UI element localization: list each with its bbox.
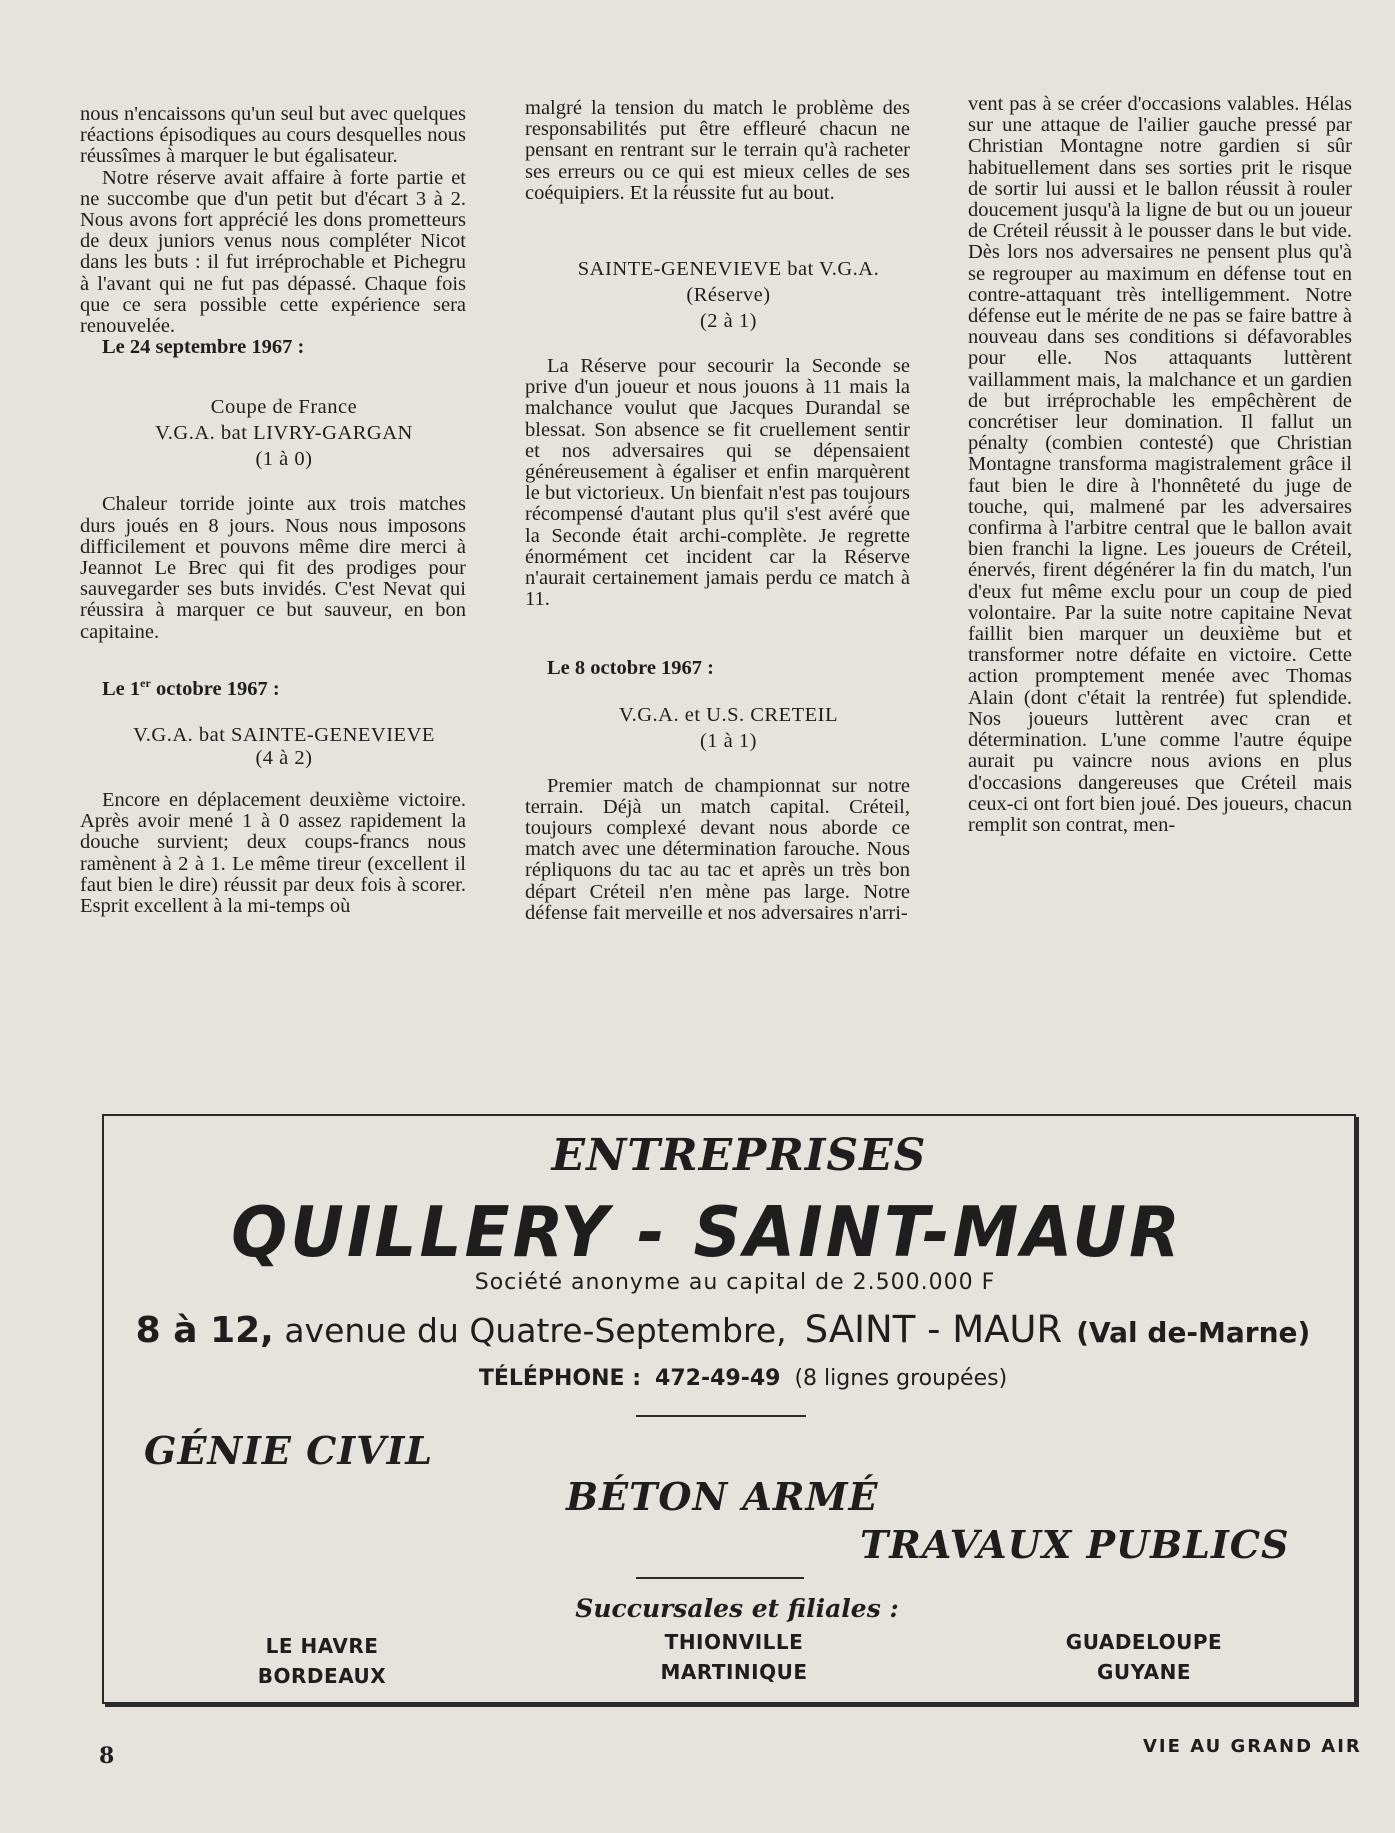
ad-service: GÉNIE CIVIL [144,1428,434,1473]
ad-branch-list: GUADELOUPE GUYANE [1065,1630,1223,1684]
paragraph: nous n'encaissons qu'un seul but avec quelques réactions épisodiques au cours desquelles nous réussîmes à marquer le but égalisateur. [80,103,466,168]
advertisement-box [102,1114,1356,1704]
paragraph: Encore en déplacement deuxième victoire. Après avoir mené 1 à 0 assez rapidement la douche survient; deux coups-francs nous ramènent à 2 à 1. Le même tireur (excellent il faut bien le dire) réussit par deux fois à scorer. Esprit excellent à la mi-temps où [80,789,466,918]
match-score: (1 à 0) [255,448,313,471]
match-heading: (Réserve) [686,284,771,307]
article-column-2 [525,98,910,924]
divider [636,1577,804,1579]
match-heading: V.G.A. bat SAINTE-GENEVIEVE [133,724,435,747]
magazine-name: VIE AU GRAND AIR [1143,1736,1362,1757]
ad-service: TRAVAUX PUBLICS [860,1522,1290,1567]
match-heading: V.G.A. bat LIVRY-GARGAN [155,422,413,445]
section-date: Le 1er octobre 1967 : [102,675,280,700]
paragraph: Premier match de championnat sur notre terrain. Déjà un match capital. Créteil, toujours complexé devant nous aborde ce match avec une détermination farouche. Nous répliquons du tac au tac et après un très bon départ Créteil n'en mène pas large. Notre défense fait merveille et nos adversaires n'arri- [525,774,910,924]
section-date: Le 24 septembre 1967 : [102,336,305,359]
match-heading: V.G.A. et U.S. CRETEIL [618,703,839,726]
paragraph: malgré la tension du match le problème des responsabilités put être effleuré chacun ne pensant en rentrant sur le terrain qu'à racheter ses erreurs ou ce qui est mieux celles de ses coéquipiers. Et la réussite fut au bout. [525,97,910,204]
paragraph: La Réserve pour secourir la Seconde se prive d'un joueur et nous jouons à 11 mais la malchance voulut que Jacques Durandal se blessat. Son absence se fit cruellement sentir et nos adversaires qui se dépensaient généreusement à égaliser et enfin marquèrent le but victorieux. Un bienfait n'est pas toujours récompensé d'autant plus qu'il s'est avéré que la Seconde était archi-complète. Je regrette énormément cet incident car la Réserve n'aurait certainement jamais perdu ce match à 11. [525,355,910,611]
article-column-3 [968,94,1352,836]
section-date: Le 8 octobre 1967 : [547,657,715,680]
paragraph: vent pas à se créer d'occasions valables. Hélas sur une attaque de l'ailier gauche pressé par Christian Montagne notre gardien si sûr habituellement dans ses sorties prit le risque de sortir lui aussi et le ballon réussit à rouler doucement jusqu'à la ligne de but ou un joueur de Créteil réussit à le pousser dans le but vide. Dès lors nos adversaires ne pensent plus qu'à se regrouper au maximum en défense tout en contre-attaquant très intelligemment. Notre défense eut le mérite de ne pas se faire battre à nouveau dans ses conditions si défavorables pour elle. Nos attaquants luttèrent vaillamment mais, la malchance et un gardien de but irréprochable les empêchèrent de concrétiser leur domination. Il fallut un pénalty (combien contesté) que Christian Montagne transforma magistralement grâce il faut bien le dire à l'honnêteté du juge de touche, qui, malmené par les adversaires confirma à l'arbitre central que le ballon avait bien franchi la ligne. Les joueurs de Créteil, énervés, firent dégénérer la fin du match, l'un d'eux fut même exclu pour un coup de pied volontaire. Par la suite notre capitaine Nevat faillit bien marquer un deuxième but et transformer notre défaite en victoire. Cette action promptement menée avec Thomas Alain (dont c'était la rentrée) fut splendide. Nos joueurs luttèrent avec cran et détermination. L'une comme l'autre équipe aurait pu vaincre nous avions en plus d'occasions dangereuses que Créteil mais ceux-ci ont fort bien joué. Des joueurs, chacun remplit son contrat, men- [968,93,1352,836]
paragraph: Notre réserve avait affaire à forte partie et ne succombe que d'un petit but d'écart 3 à 2. Nous avons fort apprécié les dons prometteurs de deux juniors venus nous compléter Nicot dans les buts : il fut irréprochable et Pichegru à l'avant qui ne fut pas dépassé. Chaque fois que ce sera possible cette expérience sera renouvelée. [80,166,466,338]
ad-title: ENTREPRISES [551,1130,927,1181]
page-number: 8 [99,1743,115,1769]
ad-capital: Société anonyme au capital de 2.500.000 F [474,1270,996,1295]
ad-phone: TÉLÉPHONE : 472-49-49 (8 lignes groupées) [478,1366,1008,1391]
ad-service: BÉTON ARMÉ [566,1474,879,1519]
ad-branches-heading: Succursales et filiales : [575,1594,899,1623]
paragraph: Chaleur torride jointe aux trois matches durs joués en 8 jours. Nous nous imposons difficilement et pouvons même dire merci à Jeannot Le Brec qui fit des prodiges pour sauvegarder ses buts invidés. C'est Nevat qui réussira à marquer ce but sauveur, en bon capitaine. [80,493,466,643]
article-column-1 [80,104,466,917]
match-heading: Coupe de France [210,396,358,419]
ad-branch-list: LE HAVRE BORDEAUX [257,1634,387,1688]
ad-branch-list: THIONVILLE MARTINIQUE [660,1630,808,1684]
ad-brand: QUILLERY - SAINT-MAUR [231,1192,1183,1273]
ad-address: 8 à 12, avenue du Quatre-Septembre, SAINT - MAUR (Val de-Marne) [135,1308,1311,1351]
match-score: (1 à 1) [699,729,757,752]
match-score: (4 à 2) [255,747,313,770]
divider [636,1415,806,1417]
match-score: (2 à 1) [699,310,757,333]
match-heading: SAINTE-GENEVIEVE bat V.G.A. [577,258,880,281]
